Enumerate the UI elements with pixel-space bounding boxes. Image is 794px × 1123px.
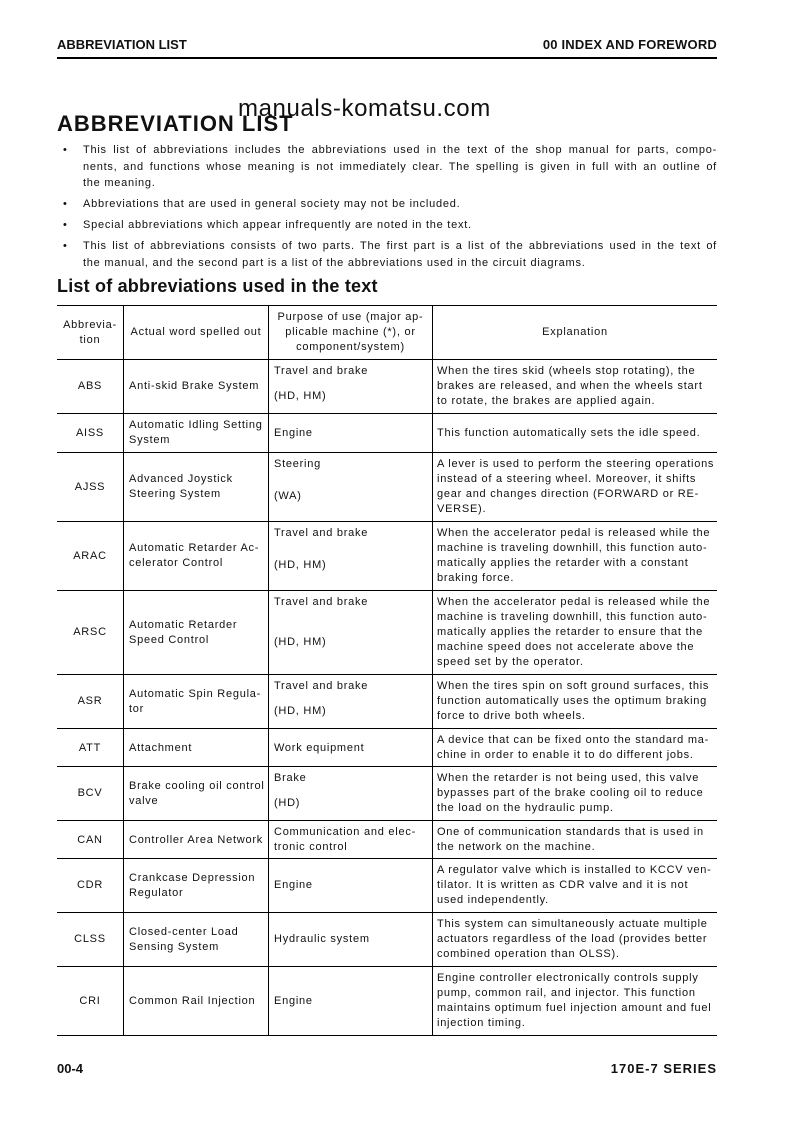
intro-bullet-list [57,142,717,276]
table-row [57,859,717,913]
intro-bullet [57,217,717,234]
abbreviation-cell: ABS [77,380,103,392]
table-row [57,414,717,453]
purpose-use: Travel and brake [274,365,369,377]
table-row [57,522,717,591]
running-header-chapter: 00 INDEX AND FOREWORD [542,37,717,52]
table-row [57,360,717,414]
purpose-use: Steering [274,458,321,470]
purpose-cell: Engine [268,414,432,452]
explanation-cell: This system can simultaneously actuate multiple actuators regardless of the load (provides better combined operation than OLSS). [432,913,717,966]
bullet-mark: • [63,219,68,231]
intro-bullet [57,142,717,192]
bullet-line: This list of abbreviations includes the abbreviations used in the text of the shop manual for parts, compo- [83,144,717,156]
purpose-cell [268,591,432,674]
bullet-line: Abbreviations that are used in general society may not be included. [83,198,461,210]
purpose-use: Travel and brake [274,527,369,539]
actual-word-cell: Controller Area Network [123,821,268,859]
explanation-cell: When the tires spin on soft ground surfaces, this function automatically uses the optimum braking force to drive both wheels. [432,675,717,728]
actual-word-cell: Advanced Joystick Steering System [123,453,268,521]
explanation-cell: This function automatically sets the idle speed. [432,414,717,452]
abbreviation-cell: ARAC [73,549,107,562]
actual-word-cell: Closed-center Load Sensing System [123,913,268,966]
actual-word-cell: Automatic Retarder Ac- celerator Control [123,522,268,590]
bullet-line: Special abbreviations which appear infrequently are noted in the text. [83,219,472,231]
purpose-cell: Communication and elec- tronic control [268,821,432,859]
explanation-cell: When the retarder is not being used, this valve bypasses part of the brake cooling oil to reduce the load on the hydraulic pump. [432,767,717,820]
bullet-line: the manual, and the second part is a list of the abbreviations used in the circuit diagrams. [83,256,586,269]
purpose-cell [268,767,432,820]
abbreviation-cell: AISS [75,426,105,439]
table-row [57,453,717,522]
explanation-cell: When the tires skid (wheels stop rotating), the brakes are released, and when the wheels start to rotate, the brakes are applied again. [432,360,717,413]
abbreviation-cell: AJSS [74,480,106,493]
series-label: 170E-7 SERIES [610,1061,717,1076]
purpose-cell: Engine [268,859,432,912]
actual-word-cell: Common Rail Injection [123,967,268,1035]
actual-word-cell: Automatic Idling Setting System [123,414,268,452]
abbreviation-cell: CDR [76,879,104,891]
purpose-cell [268,360,432,413]
purpose-cell: Work equipment [268,729,432,767]
explanation-cell: Engine controller electronically controls supply pump, common rail, and injector. This function maintains optimum fuel injection amount and fuel injection timing. [432,967,717,1035]
purpose-machine: (HD) [274,796,301,809]
table-row [57,821,717,859]
bullet-line: the meaning. [83,177,156,189]
abbreviation-cell: CLSS [74,933,106,945]
purpose-cell [268,522,432,590]
table-row [57,967,717,1036]
purpose-use: Brake [274,772,307,784]
table-row [57,729,717,767]
table-row [57,767,717,821]
bullet-line: nents, and functions whose meaning is not immediately clear. The spelling is given in full with an outline of [83,160,717,173]
abbreviation-cell: ARSC [73,626,107,638]
header-rule [57,57,717,59]
purpose-use: Travel and brake [274,680,369,692]
section-heading: List of abbreviations used in the text [57,276,378,296]
explanation-cell: When the accelerator pedal is released while the machine is traveling downhill, this function auto- matically applies the retarder to ensure that the machine speed does not accelerate above the speed set by the operator. [432,591,717,674]
watermark: manuals-komatsu.com [238,95,491,122]
header-purpose: Purpose of use (major ap- plicable machine (*), or component/system) [268,306,432,359]
table-row [57,675,717,729]
bullet-mark: • [63,198,68,210]
header-actual-word: Actual word spelled out [123,306,268,359]
bullet-mark: • [63,144,68,156]
running-header-section: ABBREVIATION LIST [57,37,187,52]
actual-word-cell: Brake cooling oil control valve [123,767,268,820]
abbreviation-cell: CAN [77,833,103,846]
explanation-cell: A lever is used to perform the steering operations instead of a steering wheel. Moreover, it shifts gear and changes direction (FORWARD or RE- VERSE). [432,453,717,521]
abbreviation-cell: ATT [78,741,102,754]
explanation-cell: A regulator valve which is installed to KCCV ven- tilator. It is written as CDR valve and it is not used independently. [432,859,717,912]
purpose-machine: (HD, HM) [274,635,327,648]
purpose-cell [268,453,432,521]
intro-bullet [57,196,717,213]
abbreviation-table [57,305,717,1036]
purpose-machine: (HD, HM) [274,704,327,717]
header-abbreviation: Abbrevia- tion [63,318,117,346]
purpose-machine: (WA) [274,490,302,502]
explanation-cell: One of communication standards that is used in the network on the machine. [432,821,717,859]
abbreviation-cell: CRI [79,994,101,1007]
actual-word-cell: Automatic Retarder Speed Control [123,591,268,674]
explanation-cell: A device that can be fixed onto the standard ma- chine in order to enable it to do different jobs. [432,729,717,767]
header-explanation: Explanation [432,306,717,359]
table-header-row [57,306,717,360]
actual-word-cell: Attachment [123,729,268,767]
purpose-use: Travel and brake [274,596,369,608]
page-title: ABBREVIATION LIST [57,111,294,136]
purpose-cell [268,675,432,728]
purpose-cell: Hydraulic system [268,913,432,966]
actual-word-cell: Crankcase Depression Regulator [123,859,268,912]
actual-word-cell: Anti-skid Brake System [123,360,268,413]
purpose-machine: (HD, HM) [274,559,327,571]
bullet-mark: • [63,240,68,252]
purpose-cell: Engine [268,967,432,1035]
table-row [57,913,717,967]
actual-word-cell: Automatic Spin Regula- tor [123,675,268,728]
intro-bullet [57,238,717,271]
abbreviation-cell: BCV [77,787,103,799]
explanation-cell: When the accelerator pedal is released while the machine is traveling downhill, this function auto- matically applies the retarder with a constant braking force. [432,522,717,590]
page-number: 00-4 [57,1061,84,1076]
purpose-machine: (HD, HM) [274,389,327,402]
table-row [57,591,717,675]
bullet-line: This list of abbreviations consists of two parts. The first part is a list of the abbreviations used in the text of [83,240,717,252]
abbreviation-cell: ASR [77,695,103,707]
